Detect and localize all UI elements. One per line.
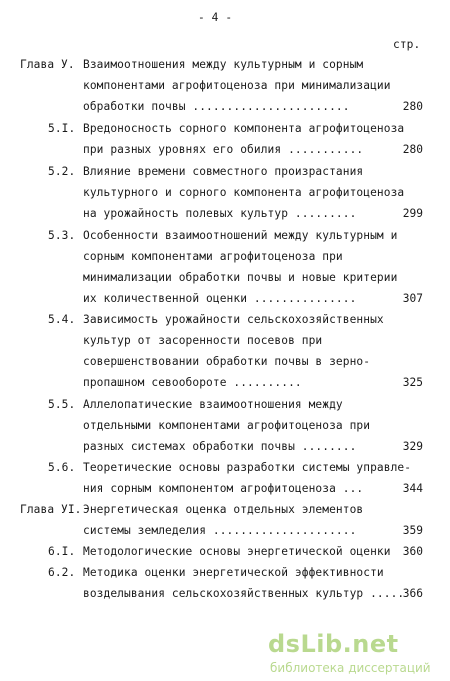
- section-6-2-line-1: Методика оценки энергетической эффективности: [83, 566, 384, 579]
- section-5-1-page: 280: [402, 143, 423, 156]
- section-5-4-line-4: пропашном севообороте ..........: [83, 376, 302, 389]
- section-5-5-page: 329: [402, 440, 423, 453]
- section-5-2-line-2: культурного и сорного компонента агрофитоценоза: [83, 186, 405, 199]
- page-number: - 4 -: [198, 11, 233, 24]
- section-5-3-line-3: минимализации обработки почвы и новые критерии: [83, 271, 398, 284]
- section-6-1-number: 6.I.: [48, 545, 76, 558]
- chapter-6-title-line-1: Энергетическая оценка отдельных элементов: [83, 503, 364, 516]
- section-5-4-page: 325: [402, 376, 423, 389]
- page-column-header: стр.: [393, 38, 421, 51]
- watermark: [268, 630, 446, 678]
- section-6-1-line-1: Методологические основы энергетической оценки: [83, 545, 391, 558]
- chapter-6-title-line-2: системы земледелия .....................: [83, 524, 357, 537]
- chapter-6-label: Глава УI.: [20, 503, 82, 516]
- section-5-5-line-1: Аллелопатические взаимоотношения между: [83, 398, 343, 411]
- chapter-5-title-line-2: компонентами агрофитоценоза при минимализации: [83, 79, 391, 92]
- section-5-4-line-2: культур от засоренности посевов при: [83, 334, 323, 347]
- chapter-5-title-line-3: обработки почвы .......................: [83, 100, 350, 113]
- section-5-2-number: 5.2.: [48, 165, 76, 178]
- section-5-3-line-1: Особенности взаимоотношений между культурным и: [83, 229, 398, 242]
- section-5-4-number: 5.4.: [48, 313, 76, 326]
- section-5-2-page: 299: [402, 207, 423, 220]
- section-5-3-line-2: сорным компонентами агрофитоценоза при: [83, 250, 343, 263]
- section-5-5-number: 5.5.: [48, 398, 76, 411]
- watermark-subtitle: библиотека диссертаций: [270, 661, 431, 675]
- chapter-5-title-line-1: Взаимоотношения между культурным и сорным: [83, 58, 364, 71]
- section-6-2-line-2: возделывания сельскохозяйственных культур .....: [83, 587, 405, 600]
- section-5-6-line-2: ния сорным компонентом агрофитоценоза ...: [83, 482, 364, 495]
- section-5-2-line-1: Влияние времени совместного произрастания: [83, 165, 364, 178]
- section-5-3-line-4: их количественной оценки ...............: [83, 292, 357, 305]
- section-6-1-page: 360: [402, 545, 423, 558]
- section-5-4-line-3: совершенствовании обработки почвы в зерно-: [83, 355, 371, 368]
- section-5-5-line-3: разных системах обработки почвы ........: [83, 440, 357, 453]
- section-5-5-line-2: отдельными компонентами агрофитоценоза при: [83, 419, 371, 432]
- section-5-1-line-2: при разных уровнях его обилия ...........: [83, 143, 364, 156]
- section-5-2-line-3: на урожайность полевых культур .........: [83, 207, 357, 220]
- section-5-3-page: 307: [402, 292, 423, 305]
- chapter-5-page: 280: [402, 100, 423, 113]
- chapter-5-label: Глава У.: [20, 58, 75, 71]
- watermark-logo: dsLib.net: [268, 630, 399, 658]
- section-5-3-number: 5.3.: [48, 229, 76, 242]
- section-5-4-line-1: Зависимость урожайности сельскохозяйственных: [83, 313, 384, 326]
- section-6-2-page: 366: [402, 587, 423, 600]
- section-5-6-line-1: Теоретические основы разработки системы управле-: [83, 461, 412, 474]
- section-5-6-page: 344: [402, 482, 423, 495]
- section-5-1-line-1: Вредоносность сорного компонента агрофитоценоза: [83, 122, 405, 135]
- section-6-2-number: 6.2.: [48, 566, 76, 579]
- chapter-6-page: 359: [402, 524, 423, 537]
- section-5-6-number: 5.6.: [48, 461, 76, 474]
- section-5-1-number: 5.I.: [48, 122, 76, 135]
